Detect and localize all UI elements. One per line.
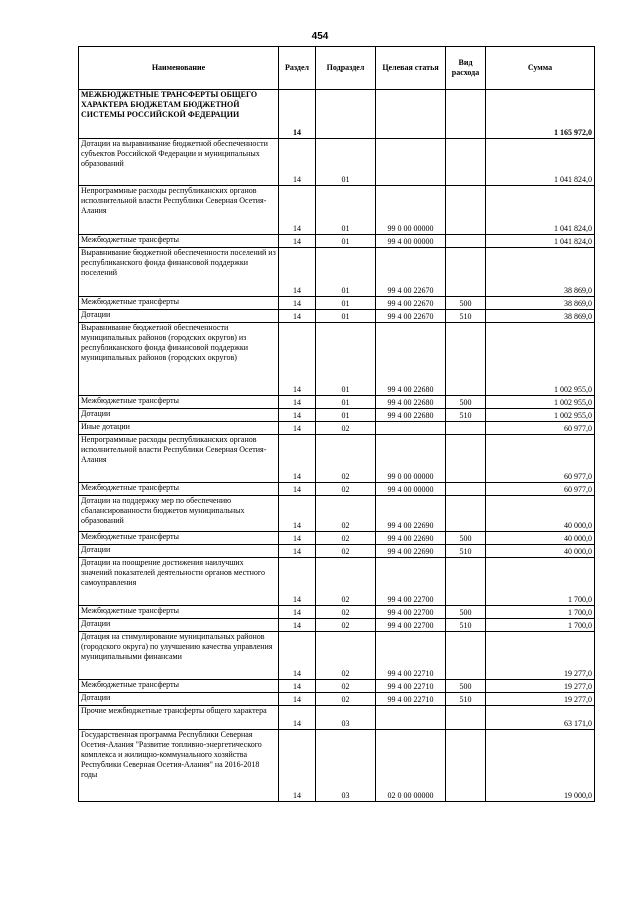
row-subsection: 01	[316, 323, 376, 396]
row-target: 99 4 00 22670	[376, 297, 446, 310]
row-section: 14	[279, 496, 316, 532]
row-type: 500	[446, 396, 486, 409]
row-name: Прочие межбюджетные трансферты общего характера	[79, 706, 279, 730]
row-sum: 40 000,0	[486, 532, 595, 545]
row-target: 99 4 00 22670	[376, 310, 446, 323]
table-header-row	[79, 47, 595, 90]
row-name: Дотации	[79, 619, 279, 632]
header-target: Целевая статья	[376, 47, 446, 90]
table-row	[79, 235, 595, 248]
row-section: 14	[279, 680, 316, 693]
row-subsection: 02	[316, 693, 376, 706]
table-row	[79, 483, 595, 496]
table-row	[79, 706, 595, 730]
row-section: 14	[279, 323, 316, 396]
row-target: 02 0 00 00000	[376, 730, 446, 802]
row-target: 99 0 00 00000	[376, 435, 446, 483]
row-target: 99 4 00 00000	[376, 235, 446, 248]
table-row	[79, 545, 595, 558]
row-sum: 1 002 955,0	[486, 409, 595, 422]
table-body	[79, 90, 595, 802]
row-section: 14	[279, 139, 316, 186]
row-section: 14	[279, 730, 316, 802]
row-type	[446, 90, 486, 139]
table-row	[79, 90, 595, 139]
row-sum: 38 869,0	[486, 248, 595, 297]
row-type: 510	[446, 545, 486, 558]
row-target: 99 4 00 22670	[376, 248, 446, 297]
row-subsection: 01	[316, 235, 376, 248]
row-subsection: 02	[316, 606, 376, 619]
table-row	[79, 693, 595, 706]
row-section: 14	[279, 396, 316, 409]
row-sum: 40 000,0	[486, 496, 595, 532]
row-target: 99 4 00 22700	[376, 606, 446, 619]
row-name: Выравнивание бюджетной обеспеченности поселений из республиканского фонда финансовой поддержки поселений	[79, 248, 279, 297]
row-target	[376, 422, 446, 435]
row-type	[446, 139, 486, 186]
row-name: Межбюджетные трансферты	[79, 606, 279, 619]
table-row	[79, 632, 595, 680]
row-target: 99 4 00 22710	[376, 632, 446, 680]
row-subsection	[316, 90, 376, 139]
table-row	[79, 396, 595, 409]
table-row	[79, 409, 595, 422]
row-name: Межбюджетные трансферты	[79, 532, 279, 545]
row-name: Дотации	[79, 409, 279, 422]
table-row	[79, 310, 595, 323]
row-name: Межбюджетные трансферты	[79, 680, 279, 693]
table-row	[79, 435, 595, 483]
row-type	[446, 706, 486, 730]
row-section: 14	[279, 409, 316, 422]
row-target: 99 4 00 22710	[376, 693, 446, 706]
row-subsection: 02	[316, 483, 376, 496]
row-type	[446, 483, 486, 496]
row-sum: 1 002 955,0	[486, 323, 595, 396]
row-sum: 19 277,0	[486, 680, 595, 693]
row-section: 14	[279, 297, 316, 310]
row-section: 14	[279, 235, 316, 248]
row-target: 99 4 00 22690	[376, 545, 446, 558]
row-name: Непрограммные расходы республиканских органов исполнительной власти Республики Северная Осетия-Алания	[79, 435, 279, 483]
row-subsection: 01	[316, 297, 376, 310]
row-type	[446, 422, 486, 435]
row-section: 14	[279, 619, 316, 632]
row-target	[376, 90, 446, 139]
row-sum: 1 041 824,0	[486, 139, 595, 186]
row-subsection: 01	[316, 139, 376, 186]
row-type: 510	[446, 619, 486, 632]
row-target: 99 4 00 00000	[376, 483, 446, 496]
row-type	[446, 496, 486, 532]
row-type: 500	[446, 532, 486, 545]
row-target: 99 4 00 22700	[376, 558, 446, 606]
table-row	[79, 532, 595, 545]
row-target: 99 4 00 22710	[376, 680, 446, 693]
row-sum: 1 041 824,0	[486, 235, 595, 248]
table-row	[79, 619, 595, 632]
row-name: МЕЖБЮДЖЕТНЫЕ ТРАНСФЕРТЫ ОБЩЕГО ХАРАКТЕРА БЮДЖЕТАМ БЮДЖЕТНОЙ СИСТЕМЫ РОССИЙСКОЙ ФЕДЕРАЦИИ	[79, 90, 279, 139]
row-sum: 60 977,0	[486, 483, 595, 496]
row-target: 99 4 00 22690	[376, 532, 446, 545]
row-section: 14	[279, 90, 316, 139]
row-subsection: 02	[316, 558, 376, 606]
row-target: 99 4 00 22680	[376, 396, 446, 409]
header-section: Раздел	[279, 47, 316, 90]
row-name: Дотации на поддержку мер по обеспечению сбалансированности бюджетов муниципальных образований	[79, 496, 279, 532]
table-row	[79, 606, 595, 619]
row-sum: 40 000,0	[486, 545, 595, 558]
row-section: 14	[279, 558, 316, 606]
table-row	[79, 730, 595, 802]
row-name: Иные дотации	[79, 422, 279, 435]
row-target	[376, 706, 446, 730]
row-name: Межбюджетные трансферты	[79, 396, 279, 409]
row-type	[446, 558, 486, 606]
row-name: Дотация на стимулирование муниципальных районов (городского округа) по улучшению качества управления муниципальными финансами	[79, 632, 279, 680]
row-subsection: 03	[316, 706, 376, 730]
row-subsection: 02	[316, 422, 376, 435]
row-section: 14	[279, 435, 316, 483]
row-sum: 1 700,0	[486, 619, 595, 632]
row-type	[446, 323, 486, 396]
row-subsection: 02	[316, 680, 376, 693]
row-target: 99 4 00 22680	[376, 323, 446, 396]
table-row	[79, 680, 595, 693]
row-subsection: 02	[316, 435, 376, 483]
row-subsection: 02	[316, 532, 376, 545]
row-section: 14	[279, 422, 316, 435]
row-subsection: 01	[316, 248, 376, 297]
row-name: Межбюджетные трансферты	[79, 235, 279, 248]
row-section: 14	[279, 693, 316, 706]
row-subsection: 01	[316, 396, 376, 409]
row-subsection: 01	[316, 409, 376, 422]
row-section: 14	[279, 186, 316, 235]
row-type	[446, 730, 486, 802]
header-name: Наименование	[79, 47, 279, 90]
table-row	[79, 248, 595, 297]
header-sum: Сумма	[486, 47, 595, 90]
row-sum: 1 165 972,0	[486, 90, 595, 139]
table-row	[79, 297, 595, 310]
row-type: 500	[446, 680, 486, 693]
row-section: 14	[279, 545, 316, 558]
table-row	[79, 422, 595, 435]
row-sum: 19 000,0	[486, 730, 595, 802]
row-subsection: 01	[316, 186, 376, 235]
row-sum: 19 277,0	[486, 693, 595, 706]
row-name: Дотации	[79, 545, 279, 558]
table-row	[79, 186, 595, 235]
row-section: 14	[279, 310, 316, 323]
row-target: 99 4 00 22680	[376, 409, 446, 422]
row-sum: 1 700,0	[486, 606, 595, 619]
row-type: 500	[446, 606, 486, 619]
row-type	[446, 186, 486, 235]
row-type: 500	[446, 297, 486, 310]
row-section: 14	[279, 483, 316, 496]
row-section: 14	[279, 532, 316, 545]
row-name: Дотации	[79, 693, 279, 706]
table-row	[79, 558, 595, 606]
row-subsection: 02	[316, 632, 376, 680]
row-target: 99 0 00 00000	[376, 186, 446, 235]
row-sum: 19 277,0	[486, 632, 595, 680]
row-sum: 60 977,0	[486, 422, 595, 435]
row-target: 99 4 00 22700	[376, 619, 446, 632]
row-target	[376, 139, 446, 186]
row-section: 14	[279, 706, 316, 730]
row-sum: 1 041 824,0	[486, 186, 595, 235]
row-type: 510	[446, 409, 486, 422]
row-type	[446, 435, 486, 483]
row-name: Дотации на поощрение достижения наилучших значений показателей деятельности органов местного самоуправления	[79, 558, 279, 606]
row-subsection: 03	[316, 730, 376, 802]
row-section: 14	[279, 606, 316, 619]
page-number: 454	[311, 31, 329, 42]
table-row	[79, 139, 595, 186]
row-sum: 1 002 955,0	[486, 396, 595, 409]
row-type	[446, 248, 486, 297]
row-sum: 38 869,0	[486, 297, 595, 310]
row-section: 14	[279, 632, 316, 680]
row-subsection: 01	[316, 310, 376, 323]
table-row	[79, 323, 595, 396]
row-name: Межбюджетные трансферты	[79, 297, 279, 310]
row-subsection: 02	[316, 619, 376, 632]
row-type: 510	[446, 693, 486, 706]
row-name: Государственная программа Республики Северная Осетия-Алания "Развитие топливно-энергетического комплекса и жилищно-коммунального хозяйства Республики Северная Осетия-Алания" на 2016-2018 годы	[79, 730, 279, 802]
row-type	[446, 235, 486, 248]
row-type	[446, 632, 486, 680]
row-type: 510	[446, 310, 486, 323]
row-name: Дотации на выравнивание бюджетной обеспеченности субъектов Российской Федерации и муниципальных образований	[79, 139, 279, 186]
row-subsection: 02	[316, 545, 376, 558]
row-section: 14	[279, 248, 316, 297]
row-sum: 38 869,0	[486, 310, 595, 323]
row-name: Непрограммные расходы республиканских органов исполнительной власти Республики Северная Осетия-Алания	[79, 186, 279, 235]
row-name: Межбюджетные трансферты	[79, 483, 279, 496]
row-sum: 63 171,0	[486, 706, 595, 730]
header-subsection: Подраздел	[316, 47, 376, 90]
row-name: Дотации	[79, 310, 279, 323]
row-sum: 60 977,0	[486, 435, 595, 483]
row-target: 99 4 00 22690	[376, 496, 446, 532]
row-sum: 1 700,0	[486, 558, 595, 606]
budget-table	[78, 46, 595, 802]
table-row	[79, 496, 595, 532]
header-type: Вид расхода	[446, 47, 486, 90]
row-name: Выравнивание бюджетной обеспеченности муниципальных районов (городских округов) из республиканского фонда финансовой поддержки муниципальных районов (городских округов)	[79, 323, 279, 396]
row-subsection: 02	[316, 496, 376, 532]
